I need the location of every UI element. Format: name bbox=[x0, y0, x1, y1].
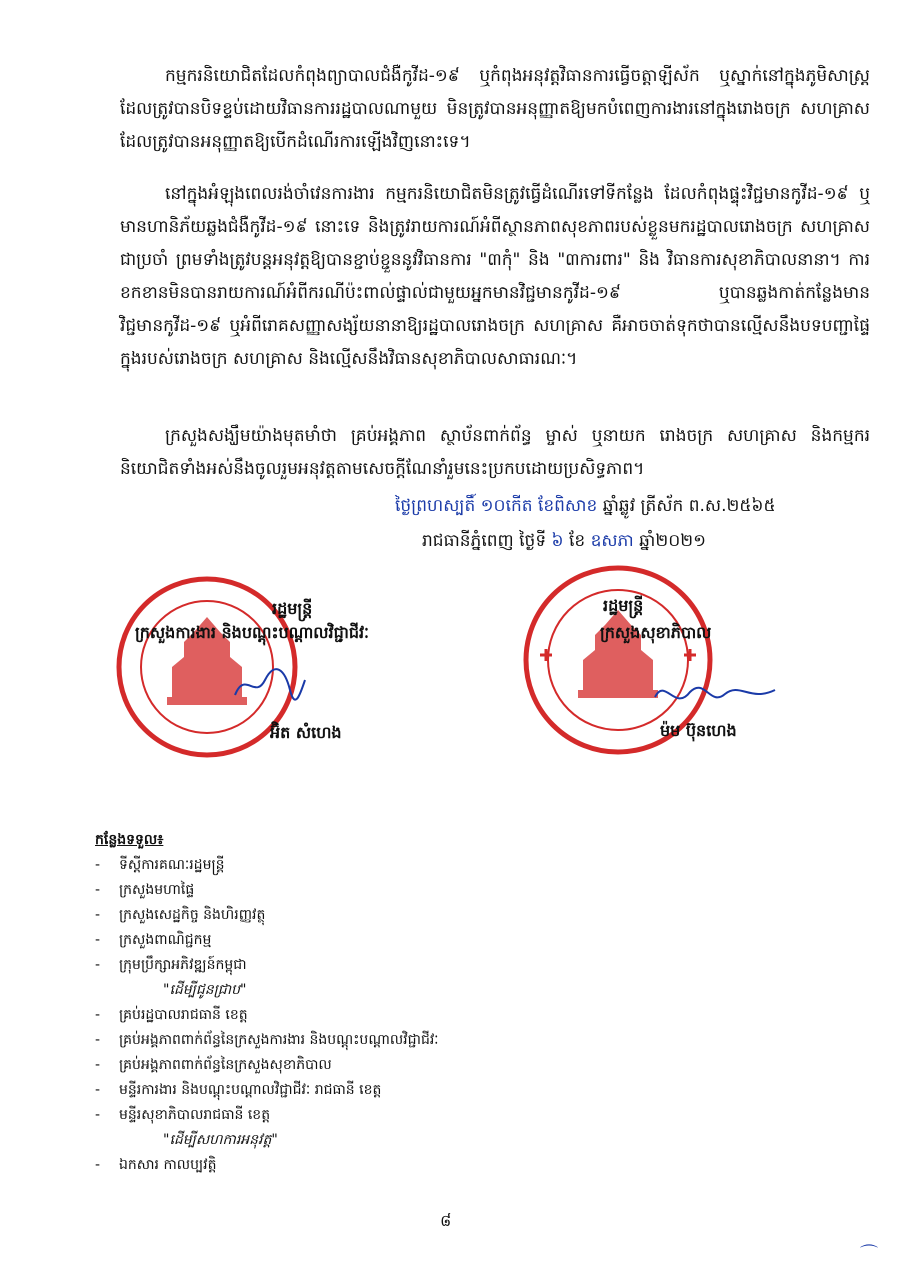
right-minister-title: រដ្ឋមន្ត្រី bbox=[603, 596, 644, 615]
list-dash: - bbox=[95, 1032, 101, 1048]
list-item bbox=[95, 1028, 439, 1053]
date-lunar-printed: ឆ្នាំឆ្លូវ ត្រីស័ក ព.ស.២៥៦៥ bbox=[602, 496, 776, 516]
list-dash: - bbox=[95, 1082, 101, 1098]
list-dash: - bbox=[95, 932, 101, 948]
recipient-name: មន្ទីរការងារ និងបណ្តុះបណ្តាលវិជ្ជាជីវៈ រាជធានី ខេត្ត bbox=[119, 1082, 382, 1098]
list-dash: - bbox=[95, 882, 101, 898]
list-item bbox=[95, 853, 439, 878]
list-item bbox=[95, 878, 439, 903]
recipient-name: គ្រប់រដ្ឋបាលរាជធានី ខេត្ត bbox=[119, 1007, 248, 1023]
date-solar-month: ឧសភា bbox=[590, 531, 634, 551]
recipient-name: ក្រសួងសេដ្ឋកិច្ច និងហិរញ្ញវត្ថុ bbox=[119, 907, 266, 923]
date-solar-year: ឆ្នាំ២០២១ bbox=[639, 531, 706, 551]
recipient-note: "ដើម្បីសហការអនុវត្ត" bbox=[163, 1132, 278, 1148]
date-solar-day: ៦ bbox=[551, 531, 564, 551]
list-dash: - bbox=[95, 1057, 101, 1073]
date-lunar-handwritten: ថ្ងៃព្រហស្បតិ៍ ១០កើត ខែពិសាខ bbox=[395, 496, 598, 516]
list-item bbox=[95, 903, 439, 928]
list-item bbox=[95, 1053, 439, 1078]
recipient-name: ក្រសួងពាណិជ្ជកម្ម bbox=[119, 932, 212, 948]
date-solar-month-label: ខែ bbox=[568, 531, 586, 551]
list-dash: - bbox=[95, 1157, 101, 1173]
recipient-name: ទីស្តីការគណៈរដ្ឋមន្ត្រី bbox=[119, 857, 225, 873]
list-item bbox=[95, 1003, 439, 1028]
recipient-name: គ្រប់អង្គភាពពាក់ព័ន្ធនៃក្រសួងការងារ និងបណ្តុះបណ្តាលវិជ្ជាជីវៈ bbox=[119, 1032, 439, 1048]
list-item bbox=[95, 978, 439, 1003]
list-item bbox=[95, 953, 439, 978]
list-item bbox=[95, 1078, 439, 1103]
right-signature bbox=[650, 672, 780, 717]
recipient-name: គ្រប់អង្គភាពពាក់ព័ន្ធនៃក្រសួងសុខាភិបាល bbox=[119, 1057, 332, 1073]
list-dash: - bbox=[95, 1007, 101, 1023]
left-minister-title: រដ្ឋមន្ត្រី bbox=[272, 599, 313, 618]
date-lunar bbox=[395, 495, 776, 520]
page-number: ៨ bbox=[440, 1211, 452, 1230]
list-item bbox=[95, 928, 439, 953]
recipient-name: ក្រសួងមហាផ្ទៃ bbox=[119, 882, 195, 898]
list-item bbox=[95, 1103, 439, 1128]
right-ministry-name: ក្រសួងសុខាភិបាល bbox=[600, 623, 712, 642]
right-minister-name: ម៉ម ប៊ុនហេង bbox=[660, 721, 737, 740]
list-item bbox=[95, 1153, 439, 1178]
list-dash: - bbox=[95, 907, 101, 923]
list-dash: - bbox=[95, 957, 101, 973]
recipient-note: "ដើម្បីជូនជ្រាប" bbox=[163, 982, 247, 998]
date-solar bbox=[422, 530, 706, 555]
recipients-list bbox=[95, 828, 439, 1178]
paragraph-1: កម្មករនិយោជិតដែលកំពុងព្យាបាលជំងឺកូវីដ-១៩ ឬកំពុងអនុវត្តវិធានការធ្វើចត្តាឡីស័ក ឬស្នាក់នៅក្នុងភូមិសាស្ត្រ ដែលត្រូវបានបិទខ្ទប់ដោយវិធានការរដ្ឋបាលណាមួយ មិនត្រូវបានអនុញ្ញាតឱ្យមកបំពេញការងារនៅក្នុងរោងចក្រ សហគ្រាស ដែលត្រូវបានអនុញ្ញាតឱ្យបើកដំណើរការឡើងវិញនោះទេ។ bbox=[120, 66, 870, 152]
left-minister-name: អ៊ិត សំហេង bbox=[270, 723, 342, 742]
list-dash: - bbox=[95, 1107, 101, 1123]
paragraph-2: នៅក្នុងអំឡុងពេលរង់ចាំវេនការងារ កម្មករនិយោជិតមិនត្រូវធ្វើដំណើរទៅទីកន្លែង ដែលកំពុងផ្ទុះវិជ្ជមានកូវីដ-១៩ ឬមានហានិភ័យឆ្លងជំងឺកូវីដ-១៩ នោះទេ និងត្រូវរាយការណ៍អំពីស្ថានភាពសុខភាពរបស់ខ្លួនមករដ្ឋបាលរោងចក្រ សហគ្រាសជាប្រចាំ ព្រមទាំងត្រូវបន្តអនុវត្តឱ្យបានខ្ជាប់ខ្ជួននូវវិធានការ "៣កុំ" និង "៣ការពារ" និង វិធានការសុខាភិបាលនានា។ ការខកខានមិនបានរាយការណ៍អំពីករណីប៉ះពាល់ផ្ទាល់ជាមួយអ្នកមានវិជ្ជមានកូវីដ-១៩ ឬបានឆ្លងកាត់កន្លែងមានវិជ្ជមានកូវីដ-១៩ ឬអំពីរោគសញ្ញាសង្ស័យនានាឱ្យរដ្ឋបាលរោងចក្រ សហគ្រាស គឺអាចចាត់ទុកថាបានល្មើសនឹងបទបញ្ជាផ្ទៃក្នុងរបស់រោងចក្រ សហគ្រាស និងល្មើសនឹងវិធានសុខាភិបាលសាធារណៈ។ bbox=[120, 184, 870, 369]
list-dash: - bbox=[95, 857, 101, 873]
left-ministry-name: ក្រសួងការងារ និងបណ្តុះបណ្តាលវិជ្ជាជីវៈ bbox=[135, 623, 369, 642]
list-item bbox=[95, 1128, 439, 1153]
date-solar-prefix: រាជធានីភ្នំពេញ ថ្ងៃទី bbox=[422, 531, 547, 551]
recipient-name: មន្ទីរសុខាភិបាលរាជធានី ខេត្ត bbox=[119, 1107, 271, 1123]
recipient-name: ឯកសារ កាលប្បវត្តិ bbox=[119, 1157, 217, 1173]
corner-mark: ⌒ bbox=[860, 1244, 878, 1265]
left-signature bbox=[230, 660, 310, 710]
recipients-heading: កន្លែងទទួល៖ bbox=[95, 832, 164, 848]
recipient-name: ក្រុមប្រឹក្សាអភិវឌ្ឍន៍កម្ពុជា bbox=[119, 957, 247, 973]
paragraph-3: ក្រសួងសង្ឃឹមយ៉ាងមុតមាំថា គ្រប់អង្គភាព ស្ថាប័នពាក់ព័ន្ធ ម្ចាស់ ឬនាយក រោងចក្រ សហគ្រាស និងកម្មករនិយោជិតទាំងអស់នឹងចូលរួមអនុវត្តតាមសេចក្តីណែនាំរួមនេះប្រកបដោយប្រសិទ្ធភាព។ bbox=[120, 426, 870, 479]
